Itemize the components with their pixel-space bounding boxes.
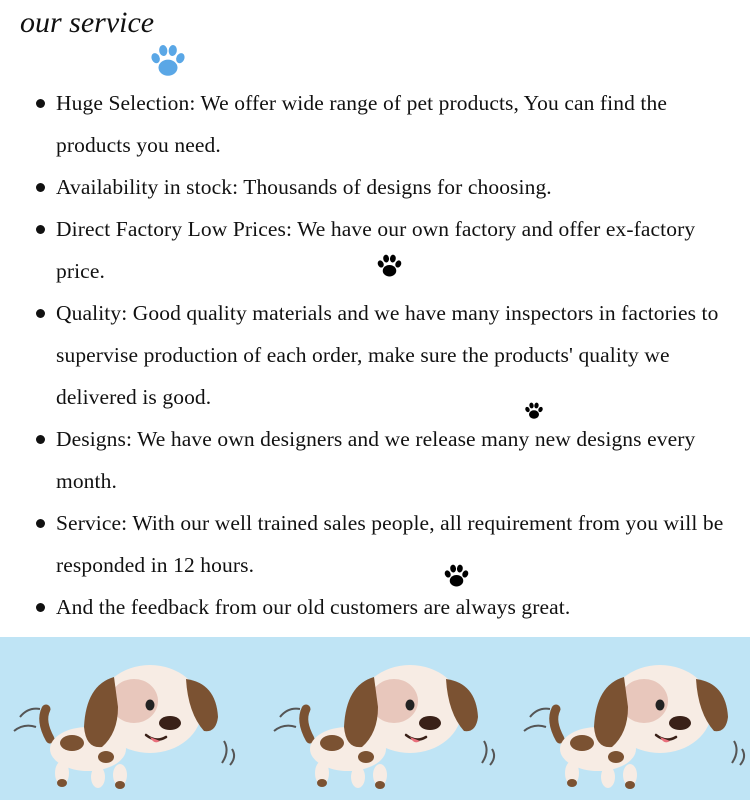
service-text: Availability in stock: Thousands of designs for choosing. — [56, 175, 552, 199]
puppy-illustration — [270, 649, 500, 799]
list-item — [0, 502, 736, 586]
service-text: Huge Selection: We offer wide range of pet products, You can find the products you need. — [56, 91, 667, 157]
paw-icon — [149, 42, 187, 80]
page-title: our service — [20, 6, 155, 39]
bullet — [36, 309, 45, 318]
service-text: Direct Factory Low Prices: We have our own factory and offer ex-factory price. — [56, 217, 696, 283]
list-item — [0, 418, 736, 502]
bullet — [36, 603, 45, 612]
bullet — [36, 435, 45, 444]
list-item — [0, 292, 736, 418]
list-item — [0, 82, 736, 166]
service-text: Designs: We have own designers and we release many new designs every month. — [56, 427, 696, 493]
list-item — [0, 208, 736, 292]
service-text: Service: With our well trained sales people, all requirement from you will be responded in 12 hours. — [56, 511, 724, 577]
service-text: And the feedback from our old customers are always great. — [56, 595, 571, 619]
bullet — [36, 225, 45, 234]
list-item — [0, 166, 736, 208]
bullet — [36, 519, 45, 528]
list-item — [0, 586, 736, 628]
bullet — [36, 183, 45, 192]
puppy-banner — [0, 637, 750, 800]
puppy-illustration — [520, 649, 750, 799]
service-text: Quality: Good quality materials and we have many inspectors in factories to supervise production of each order, make sure the products' quality we delivered is good. — [56, 301, 719, 409]
bullet — [36, 99, 45, 108]
puppy-illustration — [10, 649, 240, 799]
service-list — [0, 82, 750, 628]
